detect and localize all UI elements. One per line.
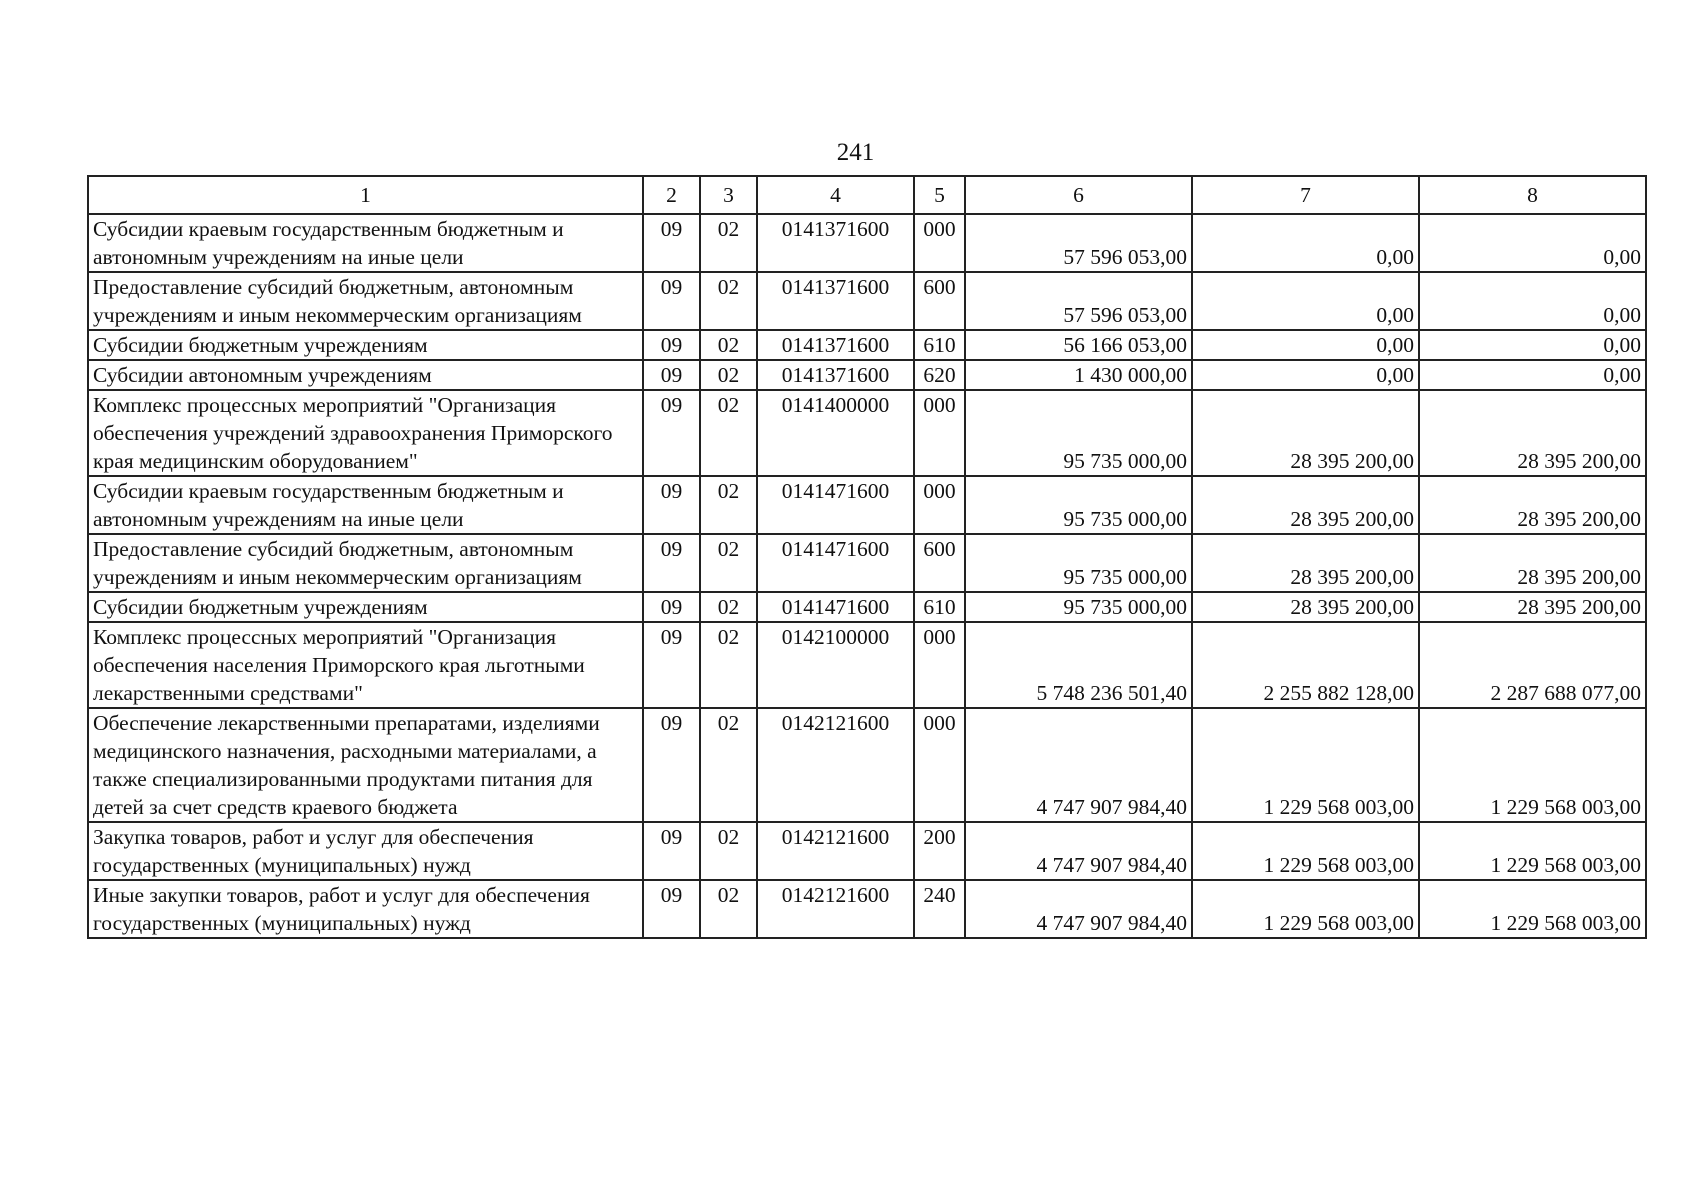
amount-col7-cell: 28 395 200,00 [1192, 476, 1419, 534]
amount-col8-cell: 1 229 568 003,00 [1419, 708, 1646, 822]
page-number: 241 [836, 139, 875, 166]
row-name-cell: Обеспечение лекарственными препаратами, изделиями медицинского назначения, расходными материалами, а также специализированными продуктами питания для детей за счет средств краевого бюджета [88, 708, 643, 822]
amount-col7-cell: 0,00 [1192, 330, 1419, 360]
table-row [88, 592, 1646, 622]
target-article-cell: 0141371600 [757, 330, 914, 360]
amount-col7-cell: 0,00 [1192, 214, 1419, 272]
expense-type-cell: 000 [914, 708, 965, 822]
amount-col6-cell: 95 735 000,00 [965, 592, 1192, 622]
header-row [88, 176, 1646, 214]
table-row [88, 708, 1646, 822]
subsection-code-cell: 02 [700, 330, 757, 360]
section-code-cell: 09 [643, 360, 700, 390]
expense-type-cell: 610 [914, 592, 965, 622]
amount-col8-cell: 1 229 568 003,00 [1419, 822, 1646, 880]
target-article-cell: 0141371600 [757, 214, 914, 272]
amount-col8-cell: 0,00 [1419, 214, 1646, 272]
table-row [88, 622, 1646, 708]
subsection-code-cell: 02 [700, 534, 757, 592]
expense-type-cell: 600 [914, 272, 965, 330]
section-code-cell: 09 [643, 390, 700, 476]
expense-type-cell: 200 [914, 822, 965, 880]
amount-col7-cell: 0,00 [1192, 360, 1419, 390]
expense-type-cell: 000 [914, 622, 965, 708]
row-name-cell: Комплекс процессных мероприятий "Организация обеспечения учреждений здравоохранения Приморского края медицинским оборудованием" [88, 390, 643, 476]
section-code-cell: 09 [643, 708, 700, 822]
expense-type-cell: 000 [914, 390, 965, 476]
amount-col7-cell: 28 395 200,00 [1192, 390, 1419, 476]
section-code-cell: 09 [643, 534, 700, 592]
subsection-code-cell: 02 [700, 880, 757, 938]
amount-col6-cell: 57 596 053,00 [965, 272, 1192, 330]
subsection-code-cell: 02 [700, 822, 757, 880]
header-cell: 2 [643, 176, 700, 214]
row-name-cell: Субсидии бюджетным учреждениям [88, 592, 643, 622]
amount-col7-cell: 1 229 568 003,00 [1192, 880, 1419, 938]
amount-col6-cell: 4 747 907 984,40 [965, 880, 1192, 938]
amount-col7-cell: 28 395 200,00 [1192, 592, 1419, 622]
row-name-cell: Закупка товаров, работ и услуг для обеспечения государственных (муниципальных) нужд [88, 822, 643, 880]
row-name-cell: Субсидии автономным учреждениям [88, 360, 643, 390]
target-article-cell: 0141400000 [757, 390, 914, 476]
expense-type-cell: 610 [914, 330, 965, 360]
row-name-cell: Субсидии краевым государственным бюджетным и автономным учреждениям на иные цели [88, 214, 643, 272]
expense-type-cell: 620 [914, 360, 965, 390]
header-cell: 5 [914, 176, 965, 214]
section-code-cell: 09 [643, 476, 700, 534]
target-article-cell: 0141471600 [757, 476, 914, 534]
amount-col8-cell: 0,00 [1419, 272, 1646, 330]
section-code-cell: 09 [643, 592, 700, 622]
target-article-cell: 0142121600 [757, 708, 914, 822]
header-cell: 6 [965, 176, 1192, 214]
row-name-cell: Субсидии краевым государственным бюджетным и автономным учреждениям на иные цели [88, 476, 643, 534]
amount-col8-cell: 0,00 [1419, 360, 1646, 390]
row-name-cell: Предоставление субсидий бюджетным, автономным учреждениям и иным некоммерческим организациям [88, 272, 643, 330]
table-row [88, 330, 1646, 360]
subsection-code-cell: 02 [700, 214, 757, 272]
table-body [88, 214, 1646, 938]
table-row [88, 360, 1646, 390]
section-code-cell: 09 [643, 880, 700, 938]
header-cell: 4 [757, 176, 914, 214]
amount-col6-cell: 95 735 000,00 [965, 390, 1192, 476]
expense-type-cell: 600 [914, 534, 965, 592]
amount-col8-cell: 28 395 200,00 [1419, 476, 1646, 534]
amount-col6-cell: 95 735 000,00 [965, 476, 1192, 534]
amount-col6-cell: 95 735 000,00 [965, 534, 1192, 592]
amount-col8-cell: 2 287 688 077,00 [1419, 622, 1646, 708]
amount-col7-cell: 28 395 200,00 [1192, 534, 1419, 592]
subsection-code-cell: 02 [700, 708, 757, 822]
target-article-cell: 0142121600 [757, 822, 914, 880]
table-row [88, 880, 1646, 938]
amount-col6-cell: 57 596 053,00 [965, 214, 1192, 272]
table-row [88, 476, 1646, 534]
subsection-code-cell: 02 [700, 476, 757, 534]
table-row [88, 822, 1646, 880]
amount-col7-cell: 1 229 568 003,00 [1192, 708, 1419, 822]
amount-col6-cell: 1 430 000,00 [965, 360, 1192, 390]
amount-col7-cell: 2 255 882 128,00 [1192, 622, 1419, 708]
table-row [88, 272, 1646, 330]
amount-col6-cell: 4 747 907 984,40 [965, 822, 1192, 880]
amount-col6-cell: 4 747 907 984,40 [965, 708, 1192, 822]
header-cell: 8 [1419, 176, 1646, 214]
table-row [88, 390, 1646, 476]
expense-type-cell: 240 [914, 880, 965, 938]
amount-col6-cell: 5 748 236 501,40 [965, 622, 1192, 708]
header-cell: 3 [700, 176, 757, 214]
section-code-cell: 09 [643, 330, 700, 360]
subsection-code-cell: 02 [700, 622, 757, 708]
section-code-cell: 09 [643, 272, 700, 330]
row-name-cell: Субсидии бюджетным учреждениям [88, 330, 643, 360]
table-row [88, 534, 1646, 592]
section-code-cell: 09 [643, 214, 700, 272]
amount-col8-cell: 1 229 568 003,00 [1419, 880, 1646, 938]
subsection-code-cell: 02 [700, 390, 757, 476]
target-article-cell: 0141471600 [757, 592, 914, 622]
table-row [88, 214, 1646, 272]
target-article-cell: 0141471600 [757, 534, 914, 592]
row-name-cell: Предоставление субсидий бюджетным, автономным учреждениям и иным некоммерческим организациям [88, 534, 643, 592]
target-article-cell: 0142121600 [757, 880, 914, 938]
amount-col7-cell: 1 229 568 003,00 [1192, 822, 1419, 880]
amount-col8-cell: 28 395 200,00 [1419, 592, 1646, 622]
amount-col6-cell: 56 166 053,00 [965, 330, 1192, 360]
section-code-cell: 09 [643, 622, 700, 708]
row-name-cell: Комплекс процессных мероприятий "Организация обеспечения населения Приморского края льготными лекарственными средствами" [88, 622, 643, 708]
target-article-cell: 0141371600 [757, 272, 914, 330]
amount-col8-cell: 28 395 200,00 [1419, 390, 1646, 476]
header-cell: 1 [88, 176, 643, 214]
amount-col8-cell: 28 395 200,00 [1419, 534, 1646, 592]
subsection-code-cell: 02 [700, 272, 757, 330]
target-article-cell: 0141371600 [757, 360, 914, 390]
subsection-code-cell: 02 [700, 360, 757, 390]
row-name-cell: Иные закупки товаров, работ и услуг для обеспечения государственных (муниципальных) нужд [88, 880, 643, 938]
budget-table [87, 175, 1647, 939]
section-code-cell: 09 [643, 822, 700, 880]
amount-col7-cell: 0,00 [1192, 272, 1419, 330]
expense-type-cell: 000 [914, 476, 965, 534]
amount-col8-cell: 0,00 [1419, 330, 1646, 360]
header-cell: 7 [1192, 176, 1419, 214]
expense-type-cell: 000 [914, 214, 965, 272]
subsection-code-cell: 02 [700, 592, 757, 622]
target-article-cell: 0142100000 [757, 622, 914, 708]
